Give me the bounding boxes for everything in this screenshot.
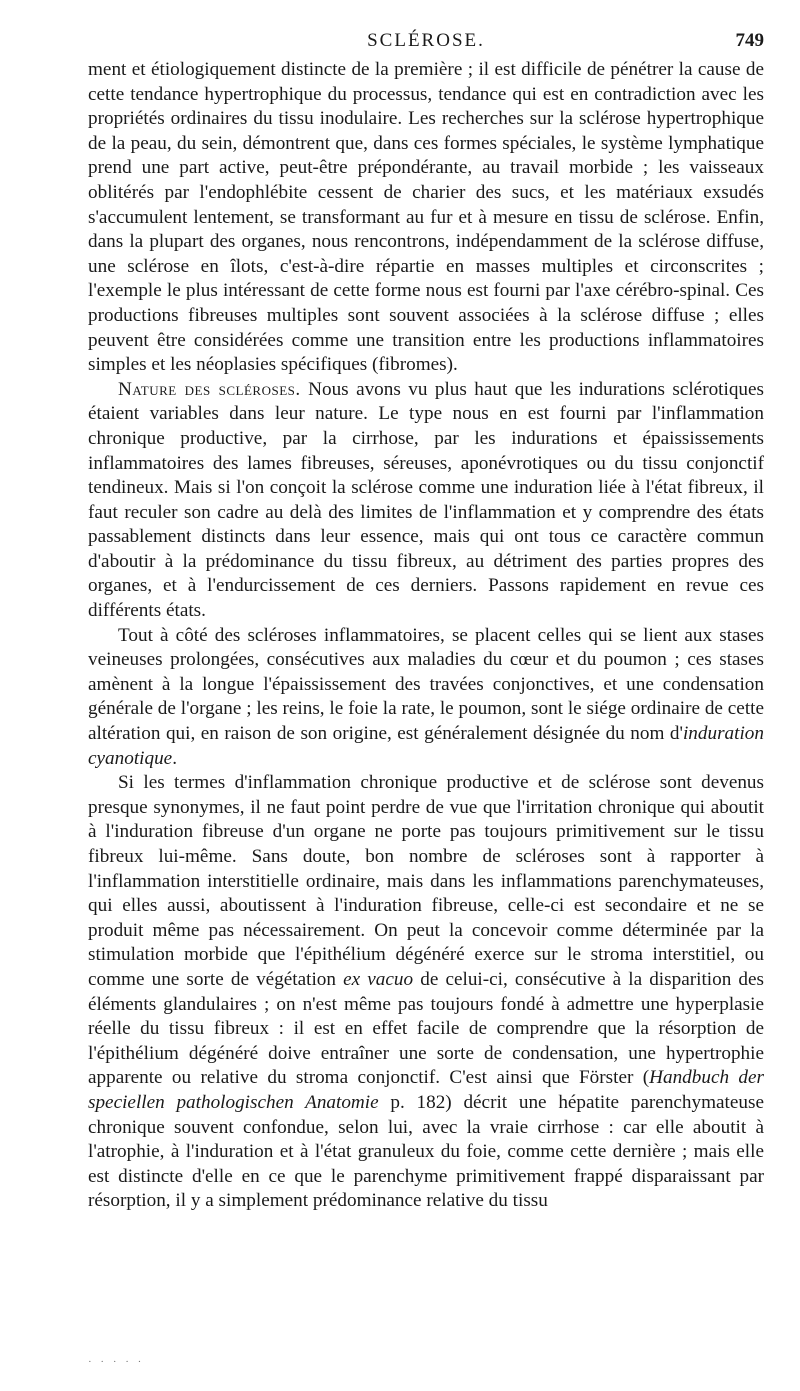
footer-marks: · · · · · <box>88 1356 145 1368</box>
paragraph <box>88 771 764 1214</box>
document-page <box>88 26 764 1214</box>
running-title: SCLÉROSE. <box>367 30 485 51</box>
italic-text: induration cyanotique <box>88 723 764 769</box>
text-run: p. 182) décrit une hépatite parenchymateuse chronique souvent confondue, selon lui, avec la vraie cirrhose : car elle aboutit à l'atrophie, à l'induration et à l'état granuleux du foie, comme cette dernière ; mais elle est distincte d'elle en ce que le parenchyme primitivement frappé disparaissant par résorption, il y a simplement prédominance relative du tissu <box>88 1091 764 1212</box>
text-run: Si les termes d'inflammation chronique productive et de sclérose sont devenus presque synonymes, il ne faut point perdre de vue que l'irritation chronique qui aboutit à l'induration fibreuse d'un organe ne porte pas toujours primitivement sur le tissu fibreux lui-même. Sans doute, bon nombre de scléroses sont à rapporter à l'inflammation interstitielle ordinaire, mais dans les inflammations parenchymateuses, qui elles aussi, aboutissent à l'induration fibreuse, celle-ci est secondaire et ne se produit même pas nécessairement. On peut la concevoir comme déterminée par la stimulation morbide que l'épithélium dégénéré exerce sur le stroma interstitiel, ou comme une sorte de végétation <box>88 772 764 990</box>
text-run: Tout à côté des scléroses inflammatoires, se placent celles qui se lient aux stases veineuses prolongées, consécutives aux maladies du cœur et du poumon ; ces stases amènent à la longue l'épaississement des travées conjonctives, et une condensation générale de l'organe ; les reins, le foie la rate, le poumon, sont le siége ordinaire de cette altération qui, en raison de son origine, est généralement désignée du nom d' <box>88 624 764 745</box>
italic-text: Handbuch der speciellen pathologischen Anatomie <box>88 1067 764 1113</box>
paragraph <box>88 624 764 772</box>
text-run: de celui-ci, consécutive à la disparition des éléments glandulaires ; on n'est même pas toujours fondé à admettre une hyperplasie réelle du tissu fibreux : il est en effet facile de comprendre que la résorption de l'épithélium dégénéré doive entraîner une sorte de condensation, une hypertrophie apparente ou relative du stroma conjonctif. C'est ainsi que Förster ( <box>88 968 764 1089</box>
body-text <box>88 58 764 1214</box>
text-run: Nous avons vu plus haut que les indurations sclérotiques étaient variables dans leur nature. Le type nous en est fourni par l'inflammation chronique productive, par la cirrhose, par les indurations et épaississements inflammatoires des lames fibreuses, séreuses, aponévrotiques ou du tissu conjonctif tendineux. Mais si l'on conçoit la sclérose comme une induration liée à l'état fibreux, il faut reculer son cadre au delà des limites de l'inflammation et y comprendre des états passablement distincts dans leur essence, mais qui ont tous ce caractère commun d'aboutir à la prédominance du tissu fibreux, au détriment des parties propres des organes, et à l'endurcissement de ces derniers. Passons rapidement en revue ces différents états. <box>88 378 765 622</box>
page-header <box>88 26 764 58</box>
text-run: ment et étiologiquement distincte de la première ; il est difficile de pénétrer la cause de cette tendance hypertrophique du processus, tendance qui est en contradiction avec les propriétés ordinaires du tissu inodulaire. Les recherches sur la sclérose hypertrophique de la peau, du sein, démontrent que, dans ces formes spéciales, le système lymphatique prend une part active, peut-être prépondérante, au travail morbide ; les vaisseaux oblitérés par l'endophlébite cessent de charier des sucs, et les matériaux exsudés s'accumulent lentement, se transformant au fur et à mesure en tissu de sclérose. Enfin, dans la plupart des organes, nous rencontrons, indépendamment de la sclérose diffuse, une sclérose en îlots, c'est-à-dire répartie en masses multiples et circonscrites ; l'exemple le plus intéressant de cette forme nous est fourni par l'axe cérébro-spinal. Ces productions fibreuses multiples sont souvent associées à la sclérose diffuse ; elles peuvent être considérées comme une transition entre les productions inflammatoires simples et les néoplasies spécifiques (fibromes). <box>88 59 764 376</box>
text-run: . <box>172 747 177 769</box>
section-heading: Nature des scléroses. <box>118 378 301 400</box>
page-number: 749 <box>735 30 764 51</box>
italic-text: ex vacuo <box>343 968 414 990</box>
paragraph <box>88 58 764 378</box>
paragraph <box>88 378 764 624</box>
